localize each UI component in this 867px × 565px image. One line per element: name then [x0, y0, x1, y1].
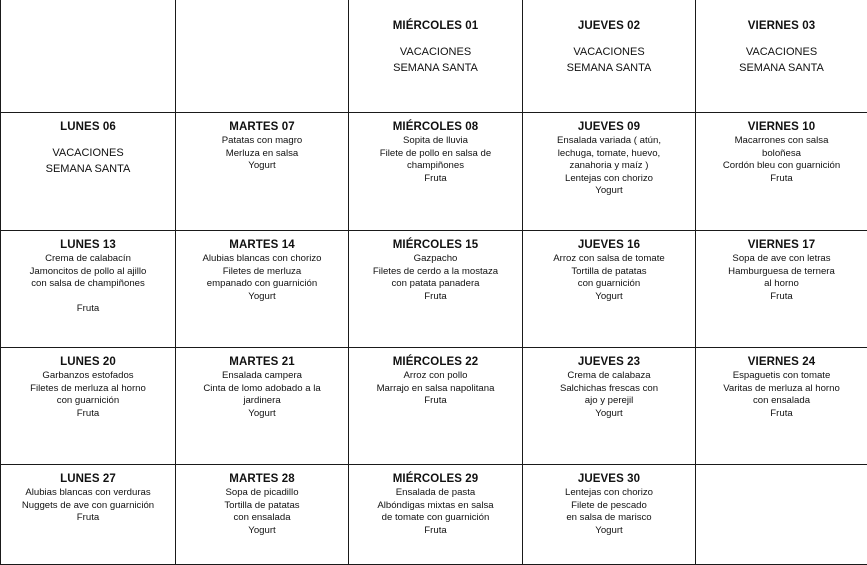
menu-line: Fruta: [76, 407, 100, 419]
day-cell: [522, 0, 696, 113]
menu-line: Fruta: [76, 303, 100, 315]
menu-line: Tortilla de patatas: [224, 499, 300, 511]
menu-line: de tomate con guarnición: [381, 512, 490, 524]
menu-line: lechuga, tomate, huevo,: [557, 147, 661, 159]
menu-line: Nuggets de ave con guarnición: [21, 499, 155, 511]
menu-line: Fruta: [424, 395, 447, 407]
menu-line: Sopita de lluvia: [402, 135, 469, 146]
menu-line: ajo y perejil: [584, 395, 634, 407]
day-cell: [175, 230, 349, 348]
menu-line: Merluza en salsa: [225, 147, 299, 159]
menu-line: Yogurt: [595, 290, 623, 302]
menu-line: Filetes de merluza al horno: [30, 382, 146, 394]
day-title: LUNES 20: [60, 356, 116, 368]
menu-line: Sopa de picadillo: [225, 487, 299, 498]
day-cell: [348, 0, 523, 113]
menu-line: Yogurt: [595, 185, 623, 197]
day-cell: [522, 112, 696, 231]
day-cell: [175, 112, 349, 231]
menu-line: SEMANA SANTA: [566, 62, 652, 74]
menu-line: VACACIONES: [399, 46, 472, 58]
menu-line: Yogurt: [595, 407, 623, 419]
menu-line: Cordón bleu con guarnición: [722, 160, 841, 172]
menu-line: Filetes de cerdo a la mostaza: [372, 265, 499, 277]
menu-line: Marrajo en salsa napolitana: [376, 382, 495, 394]
menu-line: Filete de pescado: [571, 499, 647, 511]
day-title: MIÉRCOLES 15: [392, 239, 479, 251]
day-cell: [695, 230, 867, 348]
day-title: MARTES 07: [229, 121, 295, 133]
menu-line: VACACIONES: [573, 46, 645, 58]
day-cell: [348, 112, 523, 231]
day-title: JUEVES 30: [577, 473, 641, 485]
menu-line: Patatas con magro: [221, 135, 303, 146]
menu-line: Alubias blancas con chorizo: [202, 253, 322, 264]
menu-line: Fruta: [424, 524, 447, 536]
menu-line: Yogurt: [248, 407, 276, 419]
day-cell: [522, 464, 696, 565]
menu-line: Fruta: [770, 407, 793, 419]
menu-line: Ensalada de pasta: [395, 487, 476, 498]
menu-line: Lentejas con chorizo: [565, 487, 653, 498]
day-cell: [0, 112, 176, 231]
menu-line: con salsa de champiñones: [31, 278, 145, 290]
menu-line: zanahoria y maíz ): [569, 160, 649, 172]
day-title: JUEVES 23: [577, 356, 641, 368]
menu-line: al horno: [764, 278, 799, 290]
menu-line: Macarrones con salsa: [734, 135, 829, 146]
menu-line: Hamburguesa de ternera: [728, 265, 835, 277]
menu-line: Fruta: [770, 290, 793, 302]
menu-line: Arroz con salsa de tomate: [553, 253, 665, 264]
menu-line: con guarnición: [577, 278, 641, 290]
day-title: JUEVES 02: [577, 20, 641, 32]
day-title: LUNES 27: [60, 473, 116, 485]
menu-line: con ensalada: [233, 512, 291, 524]
day-cell: [0, 0, 176, 113]
menu-line: Varitas de merluza al horno: [723, 382, 840, 394]
day-cell: [348, 347, 523, 465]
day-cell: [348, 230, 523, 348]
menu-line: Crema de calabaza: [567, 370, 651, 381]
menu-line: Tortilla de patatas: [571, 265, 647, 277]
menu-line: Yogurt: [248, 160, 276, 172]
menu-line: Crema de calabacín: [45, 253, 131, 264]
menu-line: Yogurt: [248, 290, 276, 302]
day-cell: [0, 230, 176, 348]
day-cell: [0, 464, 176, 565]
day-cell: [0, 347, 176, 465]
menu-line: Fruta: [770, 172, 793, 184]
menu-line: Lentejas con chorizo: [565, 172, 653, 184]
menu-line: Yogurt: [248, 524, 276, 536]
menu-line: Fruta: [424, 172, 447, 184]
menu-line: Cinta de lomo adobado a la: [203, 382, 321, 394]
day-title: MIÉRCOLES 08: [392, 121, 479, 133]
menu-line: Filetes de merluza: [222, 265, 302, 277]
menu-line: Garbanzos estofados: [42, 370, 134, 381]
menu-line: empanado con guarnición: [206, 278, 318, 290]
menu-line: champiñones: [406, 160, 465, 172]
day-title: MARTES 21: [229, 356, 295, 368]
day-cell: [348, 464, 523, 565]
menu-line: Arroz con pollo: [403, 370, 468, 381]
menu-line: VACACIONES: [745, 46, 818, 58]
day-cell: [695, 0, 867, 113]
menu-line: en salsa de marisco: [566, 512, 652, 524]
menu-line: Espaguetis con tomate: [732, 370, 831, 381]
menu-line: Alubias blancas con verduras: [25, 487, 151, 498]
menu-line: SEMANA SANTA: [45, 163, 131, 175]
day-title: VIERNES 03: [747, 20, 816, 32]
menu-line: Gazpacho: [413, 253, 458, 264]
day-title: MIÉRCOLES 29: [392, 473, 479, 485]
menu-line: Fruta: [76, 512, 100, 524]
menu-line: VACACIONES: [52, 147, 124, 159]
day-cell: [695, 112, 867, 231]
menu-line: boloñesa: [762, 147, 801, 159]
day-title: VIERNES 24: [747, 356, 816, 368]
day-cell: [175, 464, 349, 565]
menu-line: Yogurt: [595, 524, 623, 536]
day-cell: [175, 347, 349, 465]
menu-line: Fruta: [424, 290, 447, 302]
day-cell: [695, 347, 867, 465]
day-title: VIERNES 17: [747, 239, 816, 251]
day-title: MARTES 28: [229, 473, 295, 485]
day-title: LUNES 13: [60, 239, 116, 251]
day-cell: [522, 347, 696, 465]
day-title: LUNES 06: [60, 121, 116, 133]
menu-line: Salchichas frescas con: [559, 382, 659, 394]
day-cell: [695, 464, 867, 565]
day-title: MIÉRCOLES 22: [392, 356, 479, 368]
menu-line: SEMANA SANTA: [739, 62, 824, 74]
day-title: VIERNES 10: [747, 121, 816, 133]
menu-line: Filete de pollo en salsa de: [379, 147, 492, 159]
menu-line: con patata panadera: [391, 278, 480, 290]
menu-line: Jamoncitos de pollo al ajillo: [29, 265, 147, 277]
menu-line: Ensalada campera: [222, 370, 302, 381]
blank-line: [1, 291, 175, 304]
day-title: JUEVES 16: [577, 239, 641, 251]
menu-line: SEMANA SANTA: [393, 62, 478, 74]
day-cell: [522, 230, 696, 348]
day-title: MARTES 14: [229, 239, 295, 251]
menu-line: jardinera: [243, 395, 281, 407]
day-title: JUEVES 09: [577, 121, 641, 133]
day-title: MIÉRCOLES 01: [392, 20, 479, 32]
menu-line: Ensalada variada ( atún,: [557, 135, 661, 146]
menu-line: Albóndigas mixtas en salsa: [377, 499, 494, 511]
menu-line: con guarnición: [56, 395, 120, 407]
menu-line: con ensalada: [752, 395, 811, 407]
day-cell: [175, 0, 349, 113]
menu-line: Sopa de ave con letras: [732, 253, 831, 264]
